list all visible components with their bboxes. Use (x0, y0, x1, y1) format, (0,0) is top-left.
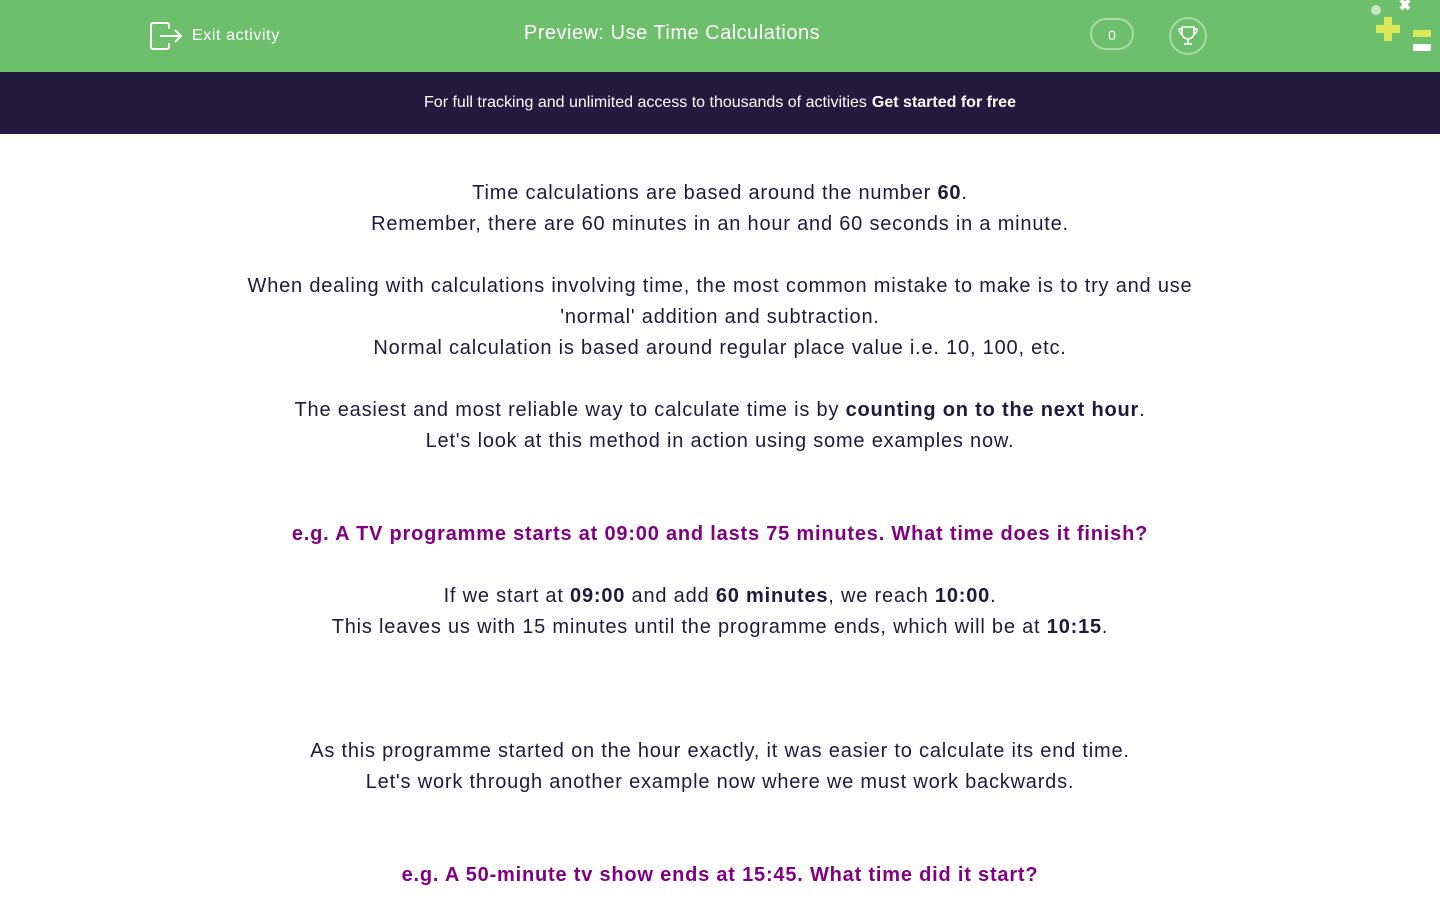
bold-text: 10:15 (1046, 616, 1102, 638)
text: , we reach (828, 585, 935, 607)
paragraph (0, 178, 1440, 209)
paragraph (0, 395, 1440, 426)
bold-text: 09:00 (570, 585, 626, 607)
paragraph: Let's work through another example now where we must work backwards. (365, 771, 1075, 793)
text: . (961, 182, 968, 204)
text: . (990, 585, 997, 607)
get-started-link[interactable]: Get started for free (871, 94, 1016, 111)
example-question-2: e.g. A 50-minute tv show ends at 15:45. What time did it start? (401, 864, 1039, 886)
paragraph: Normal calculation is based around regular place value i.e. 10, 100, etc. (373, 337, 1067, 359)
text: and add (625, 585, 716, 607)
text: The easiest and most reliable way to calculate time is by (294, 399, 846, 421)
paragraph (0, 612, 1440, 643)
score-badge: 0 (1090, 18, 1134, 50)
exit-activity-label: Exit activity (192, 27, 280, 44)
text: If we start at (443, 585, 571, 607)
paragraph: 'normal' addition and subtraction. (560, 306, 880, 328)
paragraph: Remember, there are 60 minutes in an hour and 60 seconds in a minute. (371, 213, 1069, 235)
text: . (1139, 399, 1146, 421)
trophy-button[interactable] (1169, 17, 1207, 55)
bold-text: counting on to the next hour (845, 399, 1140, 421)
bold-text: 60 (937, 182, 962, 204)
text: This leaves us with 15 minutes until the programme ends, which will be at (331, 616, 1047, 638)
promo-banner (0, 72, 1440, 134)
paragraph (0, 581, 1440, 612)
trophy-icon (1176, 24, 1200, 48)
text: Time calculations are based around the number (472, 182, 938, 204)
paragraph: Let's look at this method in action using some examples now. (425, 430, 1015, 452)
brand-logo (1365, 0, 1440, 60)
text: . (1101, 616, 1109, 638)
example-question-1: e.g. A TV programme starts at 09:00 and lasts 75 minutes. What time does it finish? (291, 523, 1149, 545)
bold-text: 60 minutes (715, 585, 829, 607)
banner-text: For full tracking and unlimited access to thousands of activities (424, 94, 867, 111)
paragraph: As this programme started on the hour exactly, it was easier to calculate its end time. (310, 740, 1130, 762)
top-bar (0, 0, 1440, 72)
paragraph: When dealing with calculations involving time, the most common mistake to make is to try and use (247, 275, 1193, 297)
bold-text: 10:00 (934, 585, 991, 607)
lesson-content (0, 178, 1440, 891)
page-title: Preview: Use Time Calculations (523, 22, 821, 44)
